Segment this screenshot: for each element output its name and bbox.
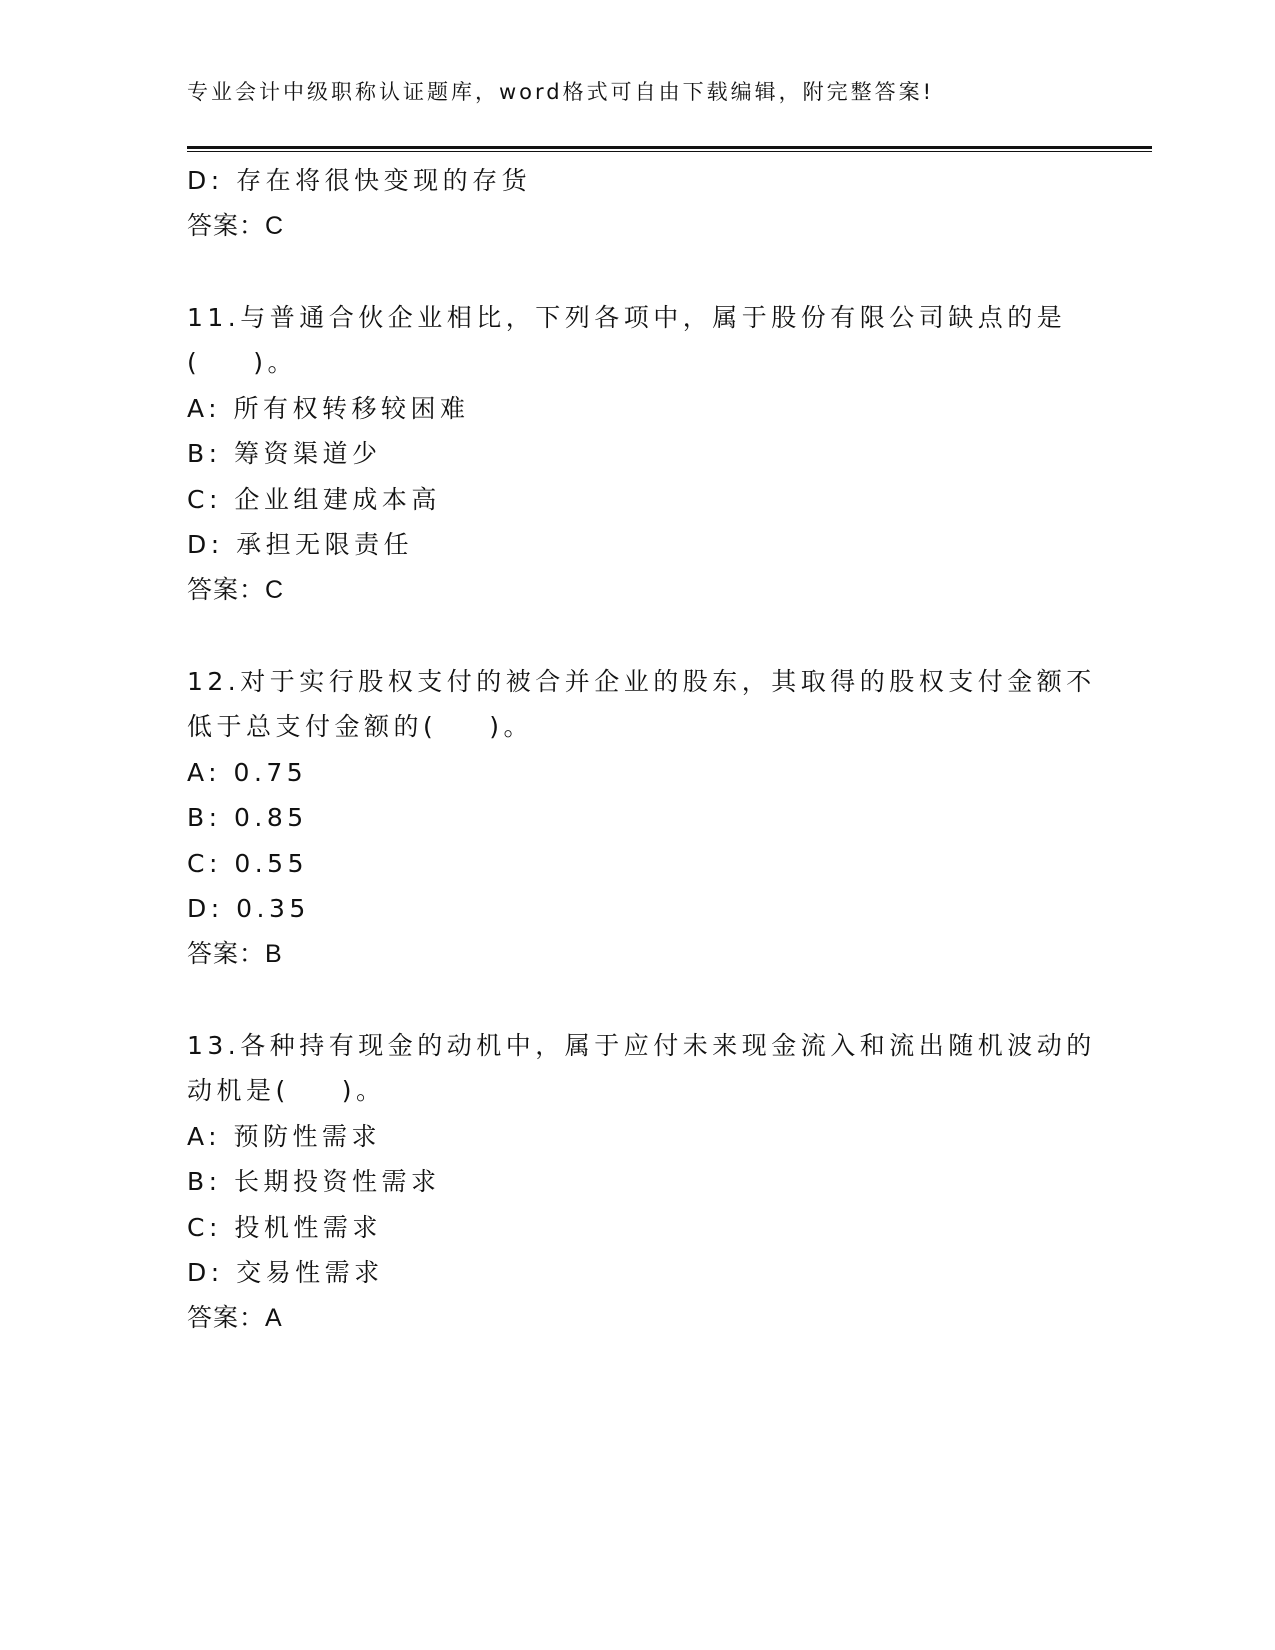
header-divider	[187, 146, 1152, 152]
answer-line: 答案：C	[187, 211, 285, 240]
option-b: B: 0.85	[187, 803, 308, 832]
answer-line: 答案：A	[187, 1303, 283, 1332]
option-b: B: 筹资渠道少	[187, 439, 382, 468]
page-header: 专业会计中级职称认证题库，word格式可自由下载编辑，附完整答案!	[187, 80, 935, 104]
option-a: A: 预防性需求	[187, 1121, 382, 1151]
option-c: C: 投机性需求	[187, 1212, 382, 1242]
option-d: D: 交易性需求	[187, 1258, 384, 1287]
option-a: A: 所有权转移较困难	[187, 393, 470, 423]
question-item	[187, 1023, 1107, 1342]
question-item	[187, 659, 1107, 978]
question-stem: 13.各种持有现金的动机中，属于应付未来现金流入和流出随机波动的	[187, 1030, 1096, 1060]
option-a: A: 0.75	[187, 757, 308, 787]
question-stem-continued: 动机是( )。	[187, 1076, 386, 1105]
question-stem-continued: 低于总支付金额的( )。	[187, 712, 534, 741]
answer-line: 答案：B	[187, 939, 283, 968]
question-stem-continued: ( )。	[187, 348, 298, 377]
option-d: D: 0.35	[187, 894, 310, 923]
option-b: B: 长期投资性需求	[187, 1167, 441, 1196]
question-stem: 11.与普通合伙企业相比，下列各项中，属于股份有限公司缺点的是	[187, 302, 1067, 332]
question-item	[187, 295, 1107, 614]
option-d: D: 承担无限责任	[187, 530, 414, 559]
answer-line: 答案：C	[187, 575, 285, 604]
option-c: C: 0.55	[187, 848, 308, 878]
question-list	[187, 158, 1107, 1341]
option-d: D: 存在将很快变现的存货	[187, 166, 532, 195]
option-c: C: 企业组建成本高	[187, 484, 441, 514]
question-stem: 12.对于实行股权支付的被合并企业的股东，其取得的股权支付金额不	[187, 666, 1096, 696]
